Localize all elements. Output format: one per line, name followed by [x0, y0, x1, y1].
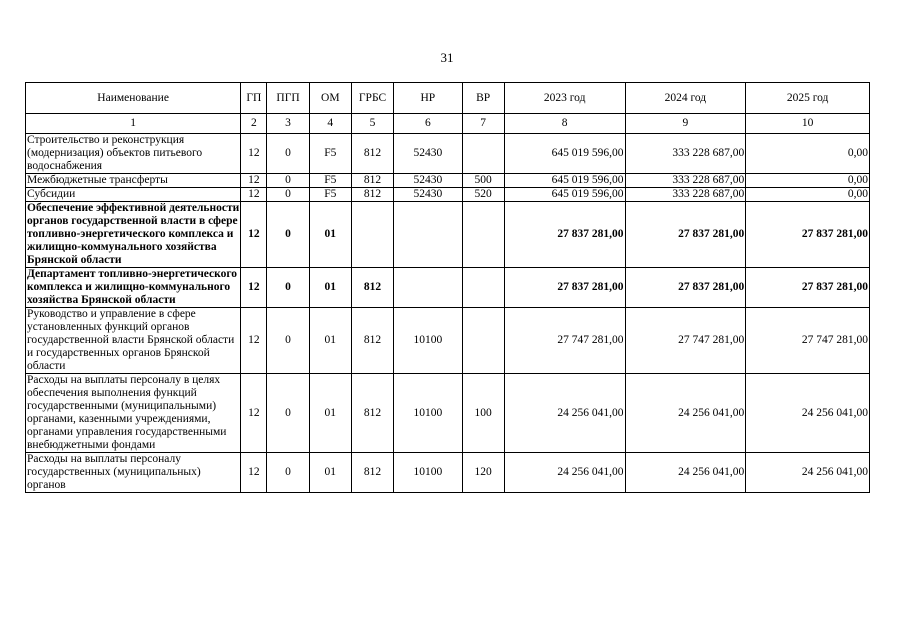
cell-vr	[462, 268, 504, 308]
cell-nr: 10100	[394, 374, 462, 453]
cell-2023: 27 837 281,00	[504, 202, 625, 268]
cell-pgp: 0	[267, 374, 309, 453]
cell-om: F5	[309, 188, 351, 202]
column-header: ГП	[241, 83, 267, 114]
table-body	[26, 83, 870, 493]
cell-om: F5	[309, 174, 351, 188]
column-header: ВР	[462, 83, 504, 114]
row-name: Обеспечение эффективной деятельности органов государственной власти в сфере топливно-энергетического комплекса и жилищно-коммунального хозяйства Брянской области	[27, 202, 240, 266]
cell-vr: 520	[462, 188, 504, 202]
column-number: 3	[267, 114, 309, 134]
cell-gp: 12	[241, 134, 267, 174]
budget-table	[25, 82, 870, 493]
cell-grbs	[351, 202, 393, 268]
column-header: ОМ	[309, 83, 351, 114]
cell-2023: 645 019 596,00	[504, 174, 625, 188]
column-number-row	[26, 114, 870, 134]
cell-nr	[394, 202, 462, 268]
cell-2025: 27 747 281,00	[746, 308, 870, 374]
cell-2025: 0,00	[746, 188, 870, 202]
cell-2025: 24 256 041,00	[746, 374, 870, 453]
cell-vr	[462, 308, 504, 374]
table-row	[26, 202, 870, 268]
cell-2024: 27 747 281,00	[625, 308, 746, 374]
cell-nr: 10100	[394, 308, 462, 374]
cell-2025: 27 837 281,00	[746, 268, 870, 308]
column-number: 2	[241, 114, 267, 134]
column-number: 8	[504, 114, 625, 134]
cell-grbs: 812	[351, 188, 393, 202]
cell-om: 01	[309, 453, 351, 493]
cell-2024: 27 837 281,00	[625, 268, 746, 308]
cell-nr: 52430	[394, 134, 462, 174]
cell-pgp: 0	[267, 202, 309, 268]
row-name: Строительство и реконструкция (модернизация) объектов питьевого водоснабжения	[26, 134, 241, 174]
cell-pgp: 0	[267, 134, 309, 174]
cell-2025: 27 837 281,00	[746, 202, 870, 268]
cell-gp: 12	[241, 174, 267, 188]
cell-2023: 27 747 281,00	[504, 308, 625, 374]
table-row	[26, 188, 870, 202]
cell-pgp: 0	[267, 174, 309, 188]
column-number: 5	[351, 114, 393, 134]
page-number: 31	[440, 50, 454, 65]
cell-gp: 12	[241, 202, 267, 268]
column-header: Наименование	[26, 83, 241, 114]
column-number: 7	[462, 114, 504, 134]
cell-om: 01	[309, 308, 351, 374]
cell-2023: 645 019 596,00	[504, 134, 625, 174]
cell-vr: 120	[462, 453, 504, 493]
row-name: Руководство и управление в сфере установленных функций органов государственной власти Брянской области и государственных органов Брянской области	[26, 308, 241, 374]
table-row	[26, 308, 870, 374]
table-row	[26, 374, 870, 453]
cell-om: F5	[309, 134, 351, 174]
cell-gp: 12	[241, 188, 267, 202]
cell-2023: 24 256 041,00	[504, 453, 625, 493]
table-row	[26, 453, 870, 493]
row-name: Расходы на выплаты персоналу государственных (муниципальных) органов	[26, 453, 241, 493]
row-name: Межбюджетные трансферты	[26, 174, 241, 188]
cell-2023: 24 256 041,00	[504, 374, 625, 453]
table-row	[26, 134, 870, 174]
cell-vr: 100	[462, 374, 504, 453]
cell-2024: 333 228 687,00	[625, 188, 746, 202]
cell-grbs: 812	[351, 174, 393, 188]
cell-vr	[462, 202, 504, 268]
cell-nr: 10100	[394, 453, 462, 493]
cell-grbs: 812	[351, 308, 393, 374]
column-header: НР	[394, 83, 462, 114]
column-header: ПГП	[267, 83, 309, 114]
cell-om: 01	[309, 202, 351, 268]
column-header: 2023 год	[504, 83, 625, 114]
cell-2025: 0,00	[746, 174, 870, 188]
cell-vr: 500	[462, 174, 504, 188]
cell-2024: 333 228 687,00	[625, 174, 746, 188]
cell-gp: 12	[241, 453, 267, 493]
cell-2024: 24 256 041,00	[625, 453, 746, 493]
header-row	[26, 83, 870, 114]
cell-pgp: 0	[267, 188, 309, 202]
cell-grbs: 812	[351, 134, 393, 174]
row-name: Расходы на выплаты персоналу в целях обеспечения выполнения функций государственными (муниципальными) органами, казенными учреждениями, органами управления государственными внебюджетными фондами	[26, 374, 241, 453]
cell-gp: 12	[241, 308, 267, 374]
cell-nr: 52430	[394, 174, 462, 188]
cell-om: 01	[309, 268, 351, 308]
cell-grbs: 812	[351, 374, 393, 453]
column-header: ГРБС	[351, 83, 393, 114]
column-number: 4	[309, 114, 351, 134]
column-number: 10	[746, 114, 870, 134]
column-number: 6	[394, 114, 462, 134]
cell-nr	[394, 268, 462, 308]
column-number: 1	[26, 114, 241, 134]
cell-2024: 27 837 281,00	[625, 202, 746, 268]
row-name: Субсидии	[26, 188, 241, 202]
table-row	[26, 174, 870, 188]
cell-2023: 645 019 596,00	[504, 188, 625, 202]
cell-om: 01	[309, 374, 351, 453]
column-header: 2025 год	[746, 83, 870, 114]
cell-2025: 24 256 041,00	[746, 453, 870, 493]
cell-grbs: 812	[351, 453, 393, 493]
column-header: 2024 год	[625, 83, 746, 114]
cell-grbs: 812	[351, 268, 393, 308]
cell-2024: 333 228 687,00	[625, 134, 746, 174]
cell-gp: 12	[241, 374, 267, 453]
cell-2023: 27 837 281,00	[504, 268, 625, 308]
cell-pgp: 0	[267, 308, 309, 374]
cell-pgp: 0	[267, 268, 309, 308]
cell-2025: 0,00	[746, 134, 870, 174]
cell-vr	[462, 134, 504, 174]
cell-pgp: 0	[267, 453, 309, 493]
cell-2024: 24 256 041,00	[625, 374, 746, 453]
cell-nr: 52430	[394, 188, 462, 202]
column-number: 9	[625, 114, 746, 134]
table-row	[26, 268, 870, 308]
row-name: Департамент топливно-энергетического комплекса и жилищно-коммунального хозяйства Брянской области	[26, 268, 241, 308]
cell-gp: 12	[241, 268, 267, 308]
